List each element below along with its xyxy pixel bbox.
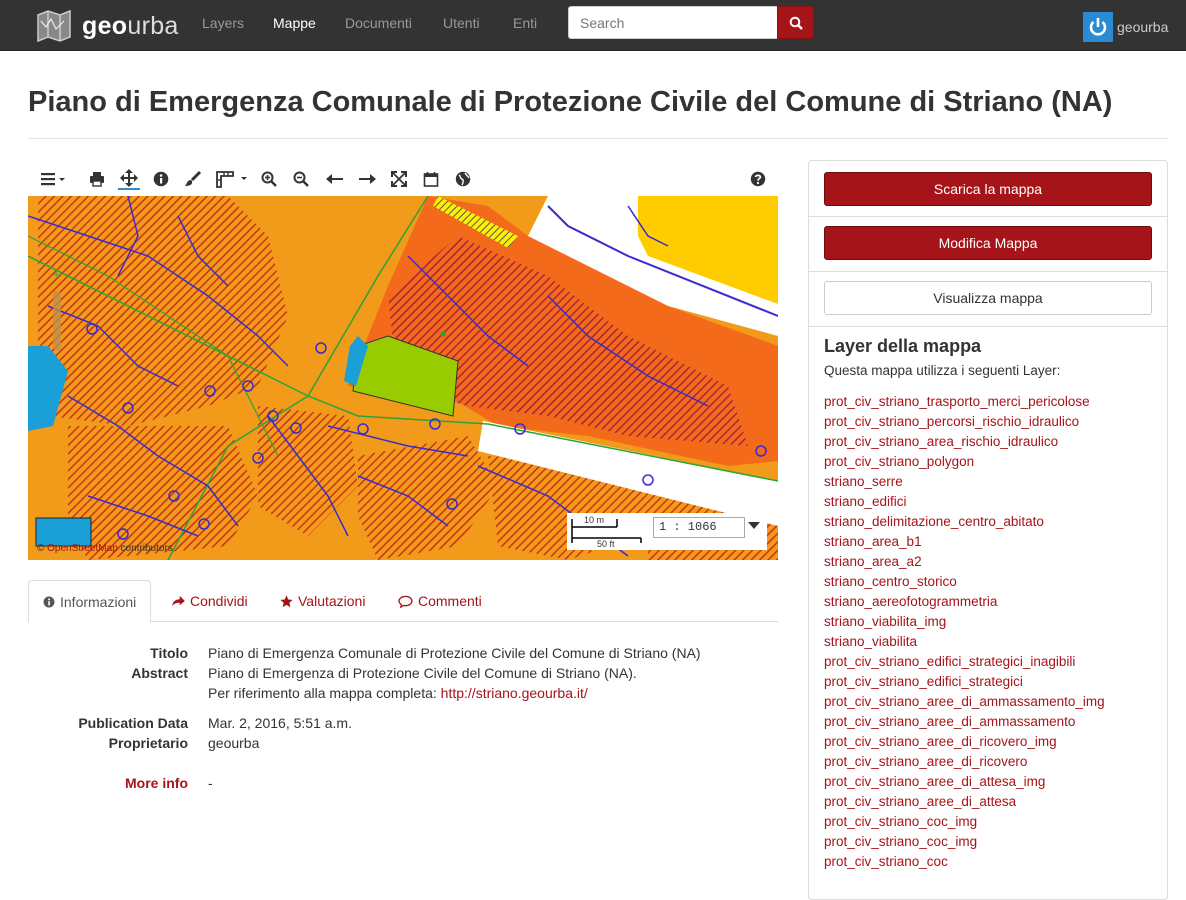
layer-link[interactable]: prot_civ_striano_area_rischio_idraulico [824,434,1059,449]
map-logo-icon [36,9,72,43]
list-item [824,673,1105,693]
scale-select[interactable]: 1 : 1066 [653,517,745,538]
brand-logo[interactable] [36,8,179,44]
nav-documenti[interactable]: Documenti [345,15,412,31]
list-item [824,653,1105,673]
layer-link[interactable]: striano_viabilita [824,634,918,649]
list-item [824,533,1105,553]
layer-link[interactable]: prot_civ_striano_edifici_strategici_inagibili [824,654,1076,669]
search-icon [789,16,803,30]
list-item [824,433,1105,453]
list-item [824,793,1105,813]
scale-feet: 50 ft [597,539,615,549]
user-menu[interactable] [1083,12,1168,42]
scale-meters: 10 m [584,515,605,525]
striano-link[interactable]: http://striano.geourba.it/ [440,685,588,701]
next-extent-button[interactable] [356,168,378,190]
owner-label: Proprietario [108,735,188,751]
info-icon [153,171,169,187]
help-button[interactable] [747,168,769,190]
previous-extent-button[interactable] [324,168,346,190]
print-button[interactable] [86,168,108,190]
username: geourba [1117,19,1169,35]
list-item [824,853,1105,873]
layer-link[interactable]: striano_area_b1 [824,534,922,549]
list-item [824,833,1105,853]
layer-link[interactable]: striano_edifici [824,494,907,509]
zoom-in-button[interactable] [258,168,280,190]
arrow-right-icon [358,173,376,185]
star-icon [280,595,293,608]
arrow-left-icon [326,173,344,185]
info-tabs [28,580,778,622]
edit-section [809,217,1167,272]
zoom-out-icon [293,171,309,187]
navbar [0,0,1186,51]
pan-button[interactable] [118,168,140,190]
more-info-link[interactable]: More info [125,775,188,791]
list-item [824,413,1105,433]
nav-enti[interactable]: Enti [513,15,538,31]
download-map-button[interactable]: Scarica la mappa [824,172,1152,206]
layers-title: Layer della mappa [824,336,982,356]
map-toolbar [28,165,778,195]
hamburger-icon [38,171,66,187]
list-item [824,693,1105,713]
tab-valutazioni[interactable]: Valutazioni [266,580,379,622]
list-item [824,573,1105,593]
full-extent-button[interactable] [388,168,410,190]
titolo-label: Titolo [150,645,188,661]
identify-button[interactable] [150,168,172,190]
list-item [824,813,1105,833]
list-item [824,733,1105,753]
print-icon [89,171,105,187]
list-item [824,493,1105,513]
list-item [824,553,1105,573]
timeline-button[interactable] [420,168,442,190]
abstract-line2: Per riferimento alla mappa completa: http://striano.geourba.it/ [208,685,588,701]
pubdate-label: Publication Data [78,715,188,731]
list-item [824,393,1105,413]
nav-utenti[interactable]: Utenti [443,15,480,31]
layer-list [824,393,1105,873]
ruler-icon [215,170,249,188]
move-icon [120,169,138,187]
tab-commenti[interactable]: Commenti [384,580,496,622]
layers-menu-button[interactable] [36,168,68,190]
list-item [824,773,1105,793]
view-map-button[interactable]: Visualizza mappa [824,281,1152,315]
list-item [824,753,1105,773]
layer-link[interactable]: prot_civ_striano_coc_img [824,834,978,849]
layer-link[interactable]: striano_area_a2 [824,554,922,569]
abstract-line1: Piano di Emergenza di Protezione Civile del Comune di Striano (NA). [208,665,637,681]
layer-link[interactable]: prot_civ_striano_aree_di_ricovero_img [824,734,1057,749]
layer-link[interactable]: prot_civ_striano_aree_di_attesa_img [824,774,1046,789]
layer-link[interactable]: prot_civ_striano_aree_di_ammassamento_img [824,694,1105,709]
layer-link[interactable]: striano_delimitazione_centro_abitato [824,514,1044,529]
layer-link[interactable]: prot_civ_striano_aree_di_attesa [824,794,1017,809]
list-item [824,613,1105,633]
layer-link[interactable]: prot_civ_striano_trasporto_merci_pericolose [824,394,1090,409]
edit-map-button[interactable]: Modifica Mappa [824,226,1152,260]
measure-button[interactable] [214,168,250,190]
nav-layers[interactable]: Layers [202,15,245,31]
page-title: Piano di Emergenza Comunale di Protezione Civile del Comune di Striano (NA) [28,86,1113,118]
view-section [809,272,1167,327]
pubdate-value: Mar. 2, 2016, 5:51 a.m. [208,715,352,731]
layer-link[interactable]: prot_civ_striano_edifici_strategici [824,674,1023,689]
abstract-label: Abstract [131,665,188,681]
download-section [809,161,1167,217]
brand-name: geourba [82,11,179,40]
layers-subtitle: Questa mappa utilizza i seguenti Layer: [824,363,1061,378]
search-button[interactable] [777,6,814,39]
list-item [824,453,1105,473]
style-button[interactable] [182,168,204,190]
svg-text:+: + [53,269,60,281]
layer-link[interactable]: prot_civ_striano_coc_img [824,814,978,829]
zoom-in-icon [261,171,277,187]
help-icon [750,171,766,187]
owner-link[interactable]: geourba [208,735,260,751]
basemap-button[interactable] [452,168,474,190]
chevron-down-icon[interactable] [748,522,760,530]
map-canvas[interactable] [28,196,778,560]
title-divider [28,138,1168,139]
expand-icon [391,171,407,187]
layer-link[interactable]: prot_civ_striano_coc [824,854,948,869]
map-viewport[interactable] [28,196,778,560]
search-input[interactable] [568,6,778,39]
list-item [824,513,1105,533]
layer-link[interactable]: striano_serre [824,474,903,489]
avatar [1083,12,1113,42]
share-icon [171,595,185,607]
layer-link[interactable]: striano_viabilita_img [824,614,947,629]
layer-link[interactable]: prot_civ_striano_polygon [824,454,975,469]
calendar-icon [423,171,439,187]
nav-mappe[interactable]: Mappe [273,15,316,31]
layer-link[interactable]: prot_civ_striano_aree_di_ricovero [824,754,1028,769]
scale-control [567,513,767,550]
layer-link[interactable]: prot_civ_striano_aree_di_ammassamento [824,714,1076,729]
comment-icon [398,595,413,608]
brush-icon [184,170,202,188]
map-attribution: © OpenStreetMap contributors [37,543,173,554]
tab-informazioni[interactable]: Informazioni [28,580,151,623]
layer-link[interactable]: striano_aereofotogrammetria [824,594,998,609]
layer-link[interactable]: prot_civ_striano_percorsi_rischio_idraulico [824,414,1080,429]
list-item [824,473,1105,493]
zoom-out-button[interactable] [290,168,312,190]
titolo-value: Piano di Emergenza Comunale di Protezione Civile del Comune di Striano (NA) [208,645,701,661]
info-icon [43,596,55,608]
osm-link[interactable]: OpenStreetMap [47,543,118,554]
list-item [824,713,1105,733]
globe-icon [455,171,471,187]
sidebar [808,160,1168,900]
list-item [824,593,1105,613]
tab-condividi[interactable]: Condividi [157,580,262,622]
moreinfo-value: - [208,775,213,791]
power-icon [1087,16,1109,38]
list-item [824,633,1105,653]
layer-link[interactable]: striano_centro_storico [824,574,957,589]
